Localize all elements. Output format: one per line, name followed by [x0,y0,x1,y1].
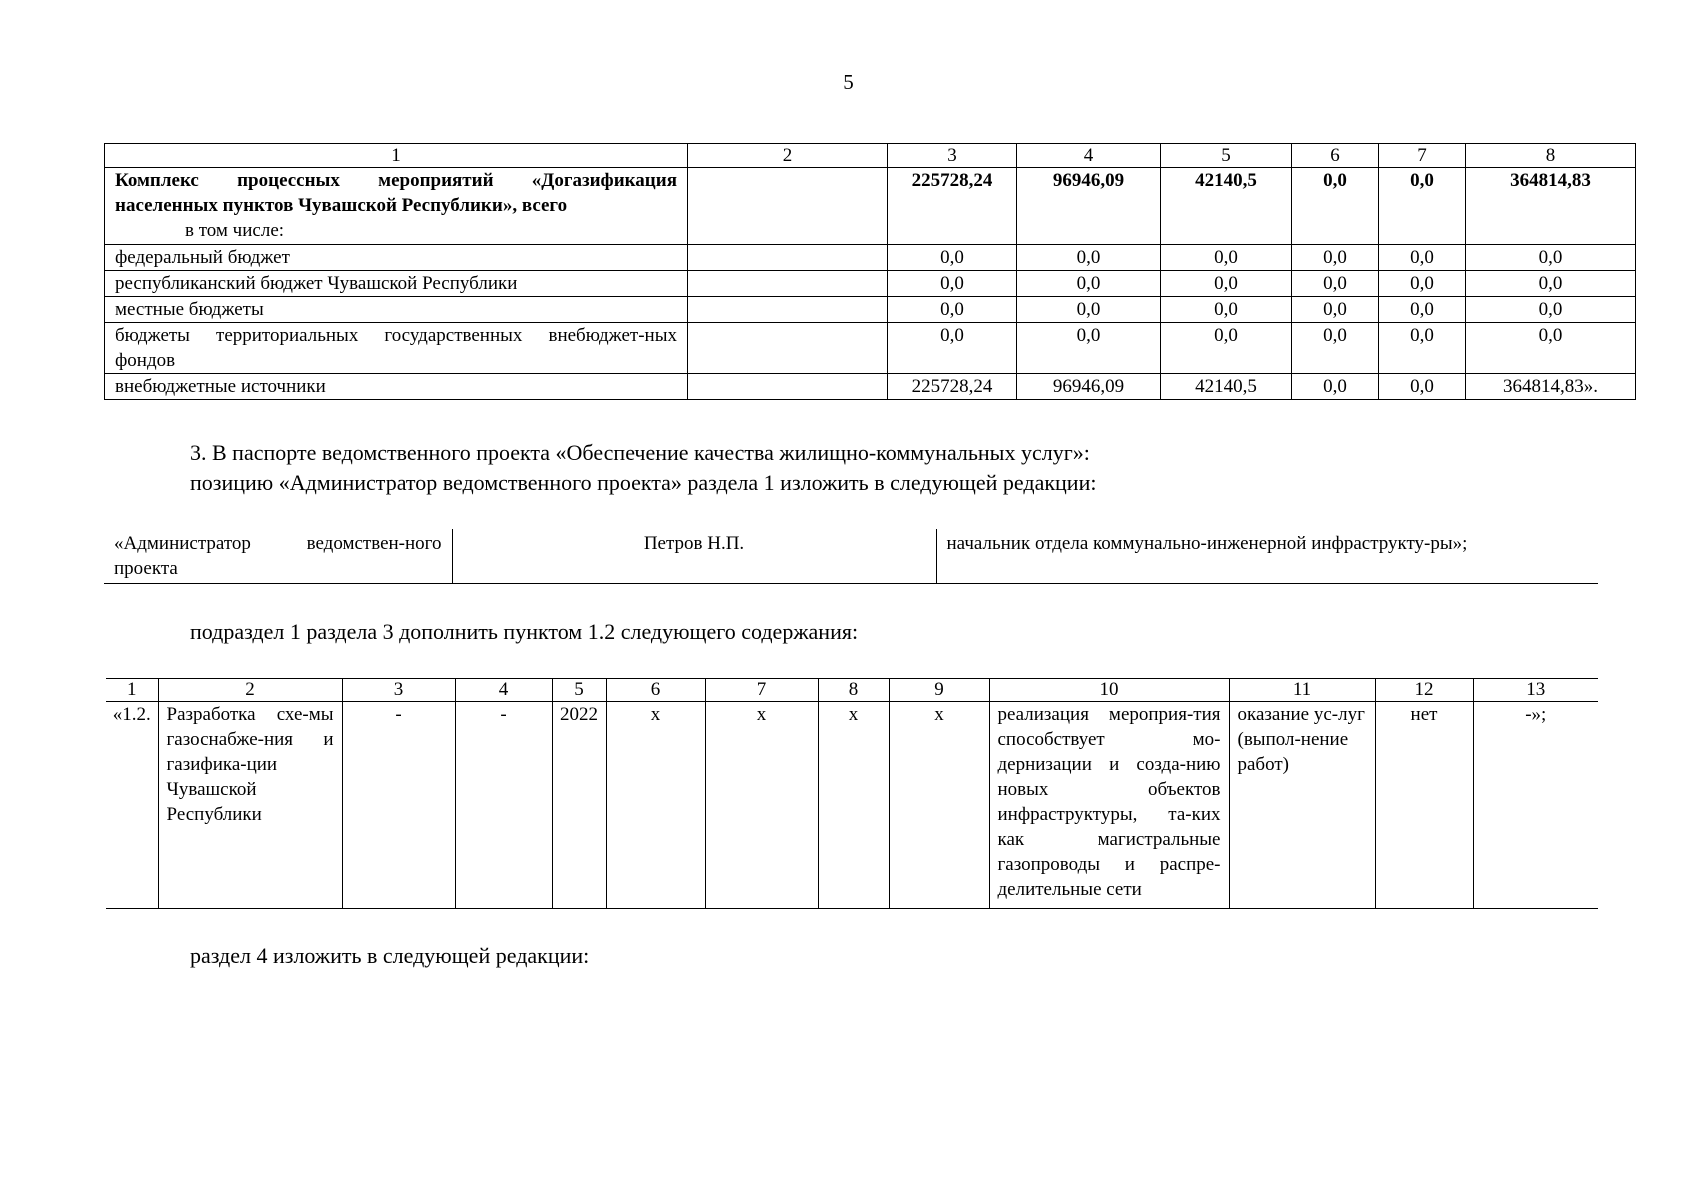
header-cell: 4 [1017,144,1161,168]
cell: 0,0 [1017,323,1161,374]
table-header-row [105,144,1636,168]
table-row [105,297,1636,323]
row-label: республиканский бюджет Чувашской Республики [105,271,688,297]
cell: 0,0 [1292,297,1379,323]
header-cell: 4 [455,679,552,702]
administrator-position: начальник отдела коммунально-инженерной инфраструкту-ры»; [936,529,1598,584]
cell: 0,0 [1292,271,1379,297]
header-cell: 8 [818,679,889,702]
cell: 0,0 [1466,297,1636,323]
cell: 0,0 [1379,271,1466,297]
header-cell: 5 [552,679,606,702]
header-cell: 2 [158,679,342,702]
header-cell: 2 [688,144,888,168]
administrator-role: «Администратор ведомствен-ного проекта [104,529,452,584]
project-items-table [106,678,1598,909]
cell: 0,0 [1161,271,1292,297]
row-label: федеральный бюджет [105,245,688,271]
header-cell: 6 [606,679,705,702]
cell: 0,0 [1379,374,1466,400]
cell: 42140,5 [1161,374,1292,400]
header-cell: 3 [342,679,455,702]
row-label: внебюджетные источники [105,374,688,400]
row-label: местные бюджеты [105,297,688,323]
cell: 0,0 [1017,271,1161,297]
cell: 42140,5 [1161,168,1292,245]
cell: х [889,702,989,909]
item-number: «1.2. [106,702,158,909]
paragraph-3-position: позицию «Администратор ведомственного проекта» раздела 1 изложить в следующей редакции: [190,470,1097,495]
cell [688,297,888,323]
header-cell: 5 [1161,144,1292,168]
table-row [104,529,1598,584]
cell [688,323,888,374]
item-name: Разработка схе-мы газоснабже-ния и газифика-ции Чувашской Республики [158,702,342,909]
header-cell: 1 [106,679,158,702]
cell: 0,0 [1292,168,1379,245]
cell: нет [1375,702,1473,909]
cell: 0,0 [1466,271,1636,297]
header-cell: 11 [1229,679,1375,702]
item-result: реализация мероприя-тия способствует мо-дернизации и созда-нию новых объектов инфраструктуры, та-ких как магистральные газопроводы и распре-делительные сети [989,702,1229,909]
cell: 0,0 [1161,297,1292,323]
cell: - [342,702,455,909]
header-cell: 7 [705,679,818,702]
total-subtitle: в том числе: [185,220,285,241]
financing-table [104,143,1636,400]
cell: 225728,24 [888,374,1017,400]
cell: 0,0 [1379,168,1466,245]
table-row [105,271,1636,297]
page-number: 5 [843,70,854,94]
cell: 225728,24 [888,168,1017,245]
table-header-row [106,679,1598,702]
cell: -»; [1473,702,1598,909]
cell: 364814,83». [1466,374,1636,400]
table-row [105,323,1636,374]
table-row [105,374,1636,400]
header-cell: 1 [105,144,688,168]
table-row [106,702,1598,909]
cell: 0,0 [1017,297,1161,323]
header-cell: 3 [888,144,1017,168]
cell: 96946,09 [1017,168,1161,245]
cell: 0,0 [1379,323,1466,374]
cell: 364814,83 [1466,168,1636,245]
header-cell: 8 [1466,144,1636,168]
cell: 0,0 [888,271,1017,297]
cell: 0,0 [1466,323,1636,374]
header-cell: 10 [989,679,1229,702]
cell: 0,0 [888,297,1017,323]
cell: х [606,702,705,909]
paragraph-section-4: раздел 4 изложить в следующей редакции: [190,943,590,968]
header-cell: 6 [1292,144,1379,168]
header-cell: 13 [1473,679,1598,702]
cell: 0,0 [1292,374,1379,400]
cell: 0,0 [1017,245,1161,271]
cell: х [705,702,818,909]
cell [688,245,888,271]
item-type: оказание ус-луг (выпол-нение работ) [1229,702,1375,909]
cell [688,374,888,400]
header-cell: 9 [889,679,989,702]
cell: 0,0 [1466,245,1636,271]
paragraph-subsection: подраздел 1 раздела 3 дополнить пунктом 1.2 следующего содержания: [190,619,859,644]
row-label: бюджеты территориальных государственных внебюджет-ных фондов [105,323,688,374]
cell: - [455,702,552,909]
administrator-name: Петров Н.П. [452,529,936,584]
cell: 0,0 [1379,297,1466,323]
header-cell: 7 [1379,144,1466,168]
total-row [105,168,1636,245]
cell: 96946,09 [1017,374,1161,400]
cell: 0,0 [1292,245,1379,271]
administrator-table [104,529,1598,584]
paragraph-3: 3. В паспорте ведомственного проекта «Обеспечение качества жилищно-коммунальных услуг»: [190,440,1090,465]
cell: 0,0 [888,323,1017,374]
item-year: 2022 [552,702,606,909]
header-cell: 12 [1375,679,1473,702]
cell: 0,0 [1292,323,1379,374]
total-label-cell [105,168,688,245]
cell [688,271,888,297]
cell: 0,0 [888,245,1017,271]
cell [688,168,888,245]
cell: 0,0 [1161,245,1292,271]
total-title: Комплекс процессных мероприятий «Догазификация населенных пунктов Чувашской Республики», всего [115,170,677,216]
cell: х [818,702,889,909]
table-row [105,245,1636,271]
cell: 0,0 [1161,323,1292,374]
cell: 0,0 [1379,245,1466,271]
